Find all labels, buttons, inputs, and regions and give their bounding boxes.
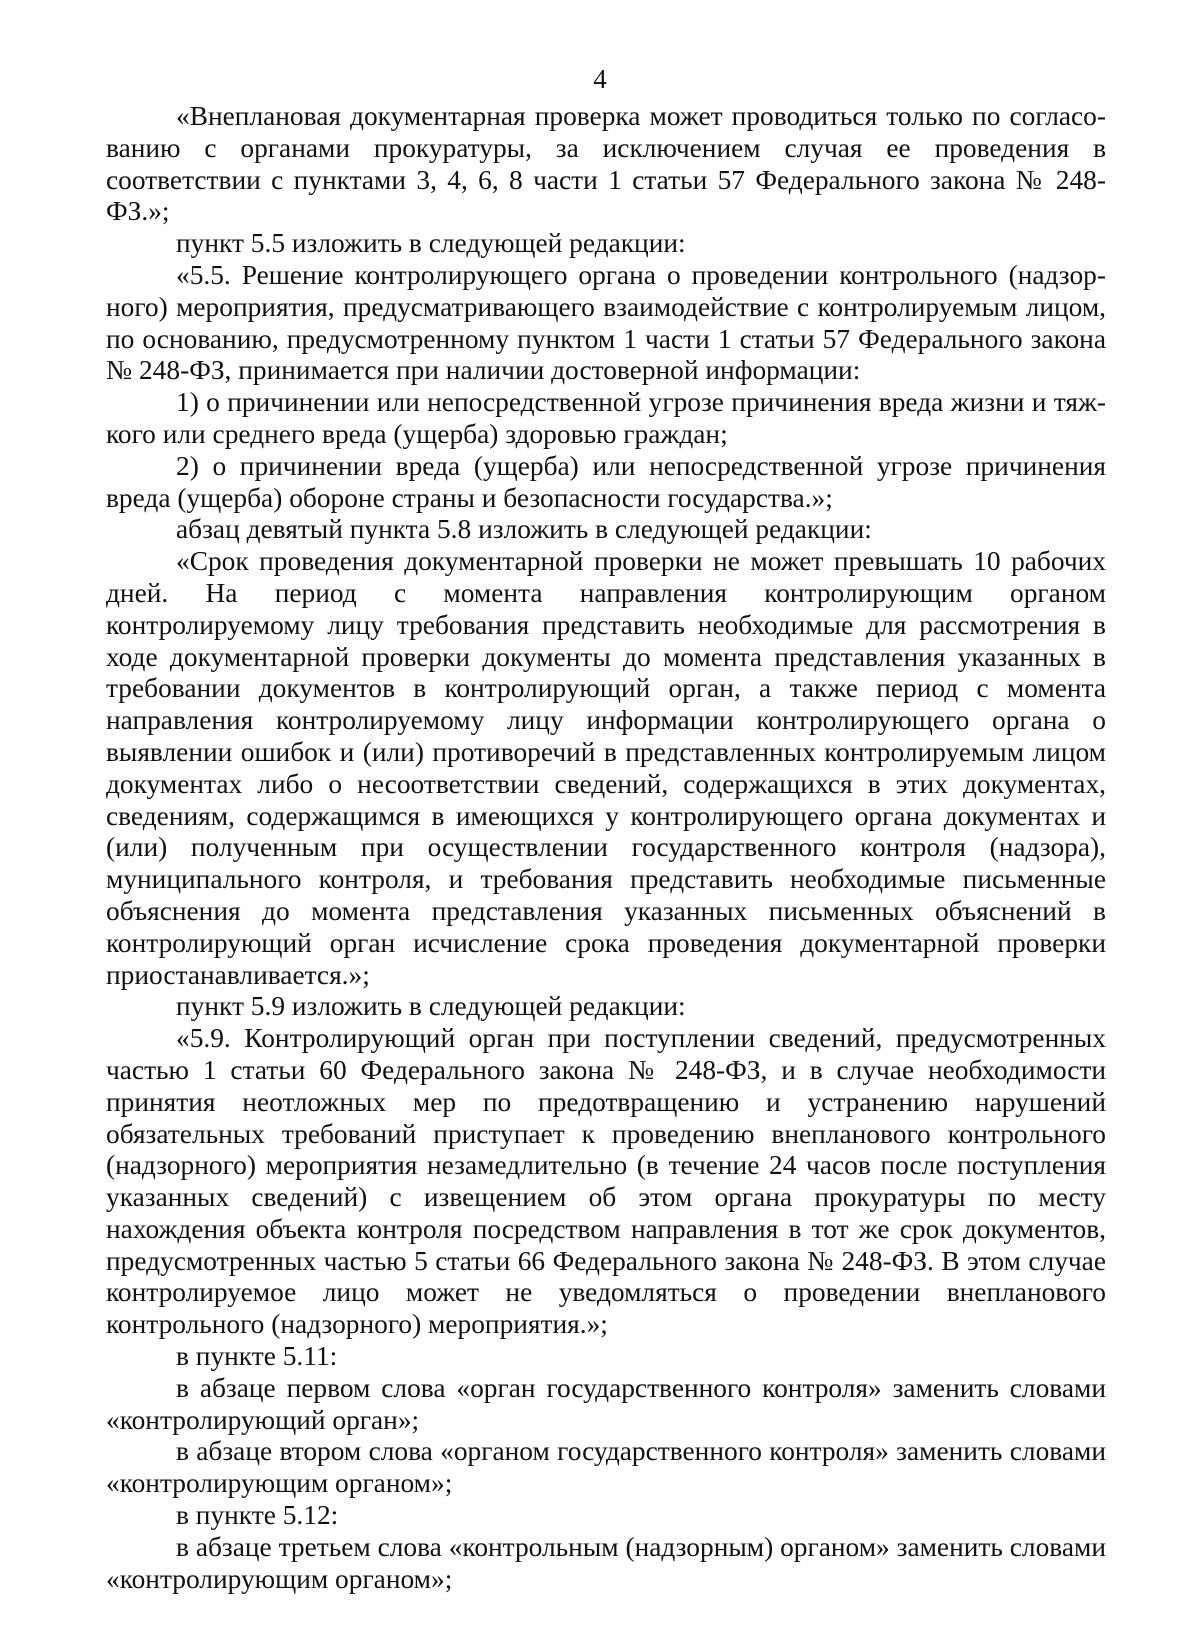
page-number: 4 xyxy=(593,64,607,94)
paragraph: в абзаце втором слова «органом государственного контроля» заменить словами «контролирующим органом»; xyxy=(106,1436,1106,1499)
paragraph: в абзаце первом слова «орган государственного контроля» заменить словами «контролирующий орган»; xyxy=(106,1372,1106,1435)
paragraph: в пункте 5.12: xyxy=(176,1500,339,1531)
paragraph: 2) о причинении вреда (ущерба) или непосредственной угрозе причинения вреда (ущерба) обороне страны и безопасности государства.»; xyxy=(106,450,1106,513)
paragraph: пункт 5.5 изложить в следующей редакции: xyxy=(176,228,686,259)
paragraph: 1) о причинении или непосредственной угрозе причинения вреда жизни и тяжкого или среднего вреда (ущерба) здоровью граждан; xyxy=(106,387,1106,449)
document-body xyxy=(106,101,1106,1595)
paragraph: «5.5. Решение контролирующего органа о проведении контрольного (надзорного) мероприятия, предусматривающего взаимодействие с контролируемым лицом, по основанию, предусмотренному пунктом 1 части 1 статьи 57 Федерального закона № 248-ФЗ, принимается при наличии достоверной информации: xyxy=(106,259,1106,386)
paragraph: пункт 5.9 изложить в следующей редакции: xyxy=(176,991,686,1022)
paragraph: «Внеплановая документарная проверка может проводиться только по согласованию с органами прокуратуры, за исключением случая ее проведения в соответствии с пунктами 3, 4, 6, 8 части 1 статьи 57 Федерального закона № 248-ФЗ.»; xyxy=(106,101,1106,227)
paragraph: в пункте 5.11: xyxy=(176,1341,338,1372)
paragraph: абзац девятый пункта 5.8 изложить в следующей редакции: xyxy=(176,514,872,545)
paragraph: в абзаце третьем слова «контрольным (надзорным) органом» заменить словами «контролирующим органом»; xyxy=(106,1531,1106,1594)
paragraph: «5.9. Контролирующий орган при поступлении сведений, предусмотренных частью 1 статьи 60 Федерального закона № 248-ФЗ, и в случае необходимости принятия неотложных мер по предотвращению и устранению нарушений обязательных требований приступает к проведению внепланового контрольного (надзорного) мероприятия незамедлительно (в течение 24 часов после поступления указанных сведений) с извещением об этом органа прокуратуры по месту нахождения объекта контроля посредством направления в тот же срок документов, предусмотренных частью 5 статьи 66 Федерального закона № 248-ФЗ. В этом случае контролируемое лицо может не уведомляться о проведении внепланового контрольного (надзорного) мероприятия.»; xyxy=(106,1023,1106,1340)
paragraph: «Срок проведения документарной проверки не может превышать 10 рабочих дней. На период с момента направления контролирующим органом контролируемому лицу требования представить необходимые для рассмотрения в ходе документарной проверки документы до момента представления указанных в требовании документов в контролирующий орган, а также период с момента направления контролируемому лицу информации контролирующего органа о выявлении ошибок и (или) противоречий в представленных контролируемым лицом документах либо о несоответствии сведений, содержащихся в этих документах, сведениям, содержащимся в имеющихся у контролирующего органа документах и (или) полученным при осуществлении государственного контроля (надзора), муниципального контроля, и требования представить необходимые письменные объяснения до момента представления указанных письменных объяснений в контролирующий орган исчисление срока проведения документарной проверки приостанавливается.»; xyxy=(106,546,1106,990)
